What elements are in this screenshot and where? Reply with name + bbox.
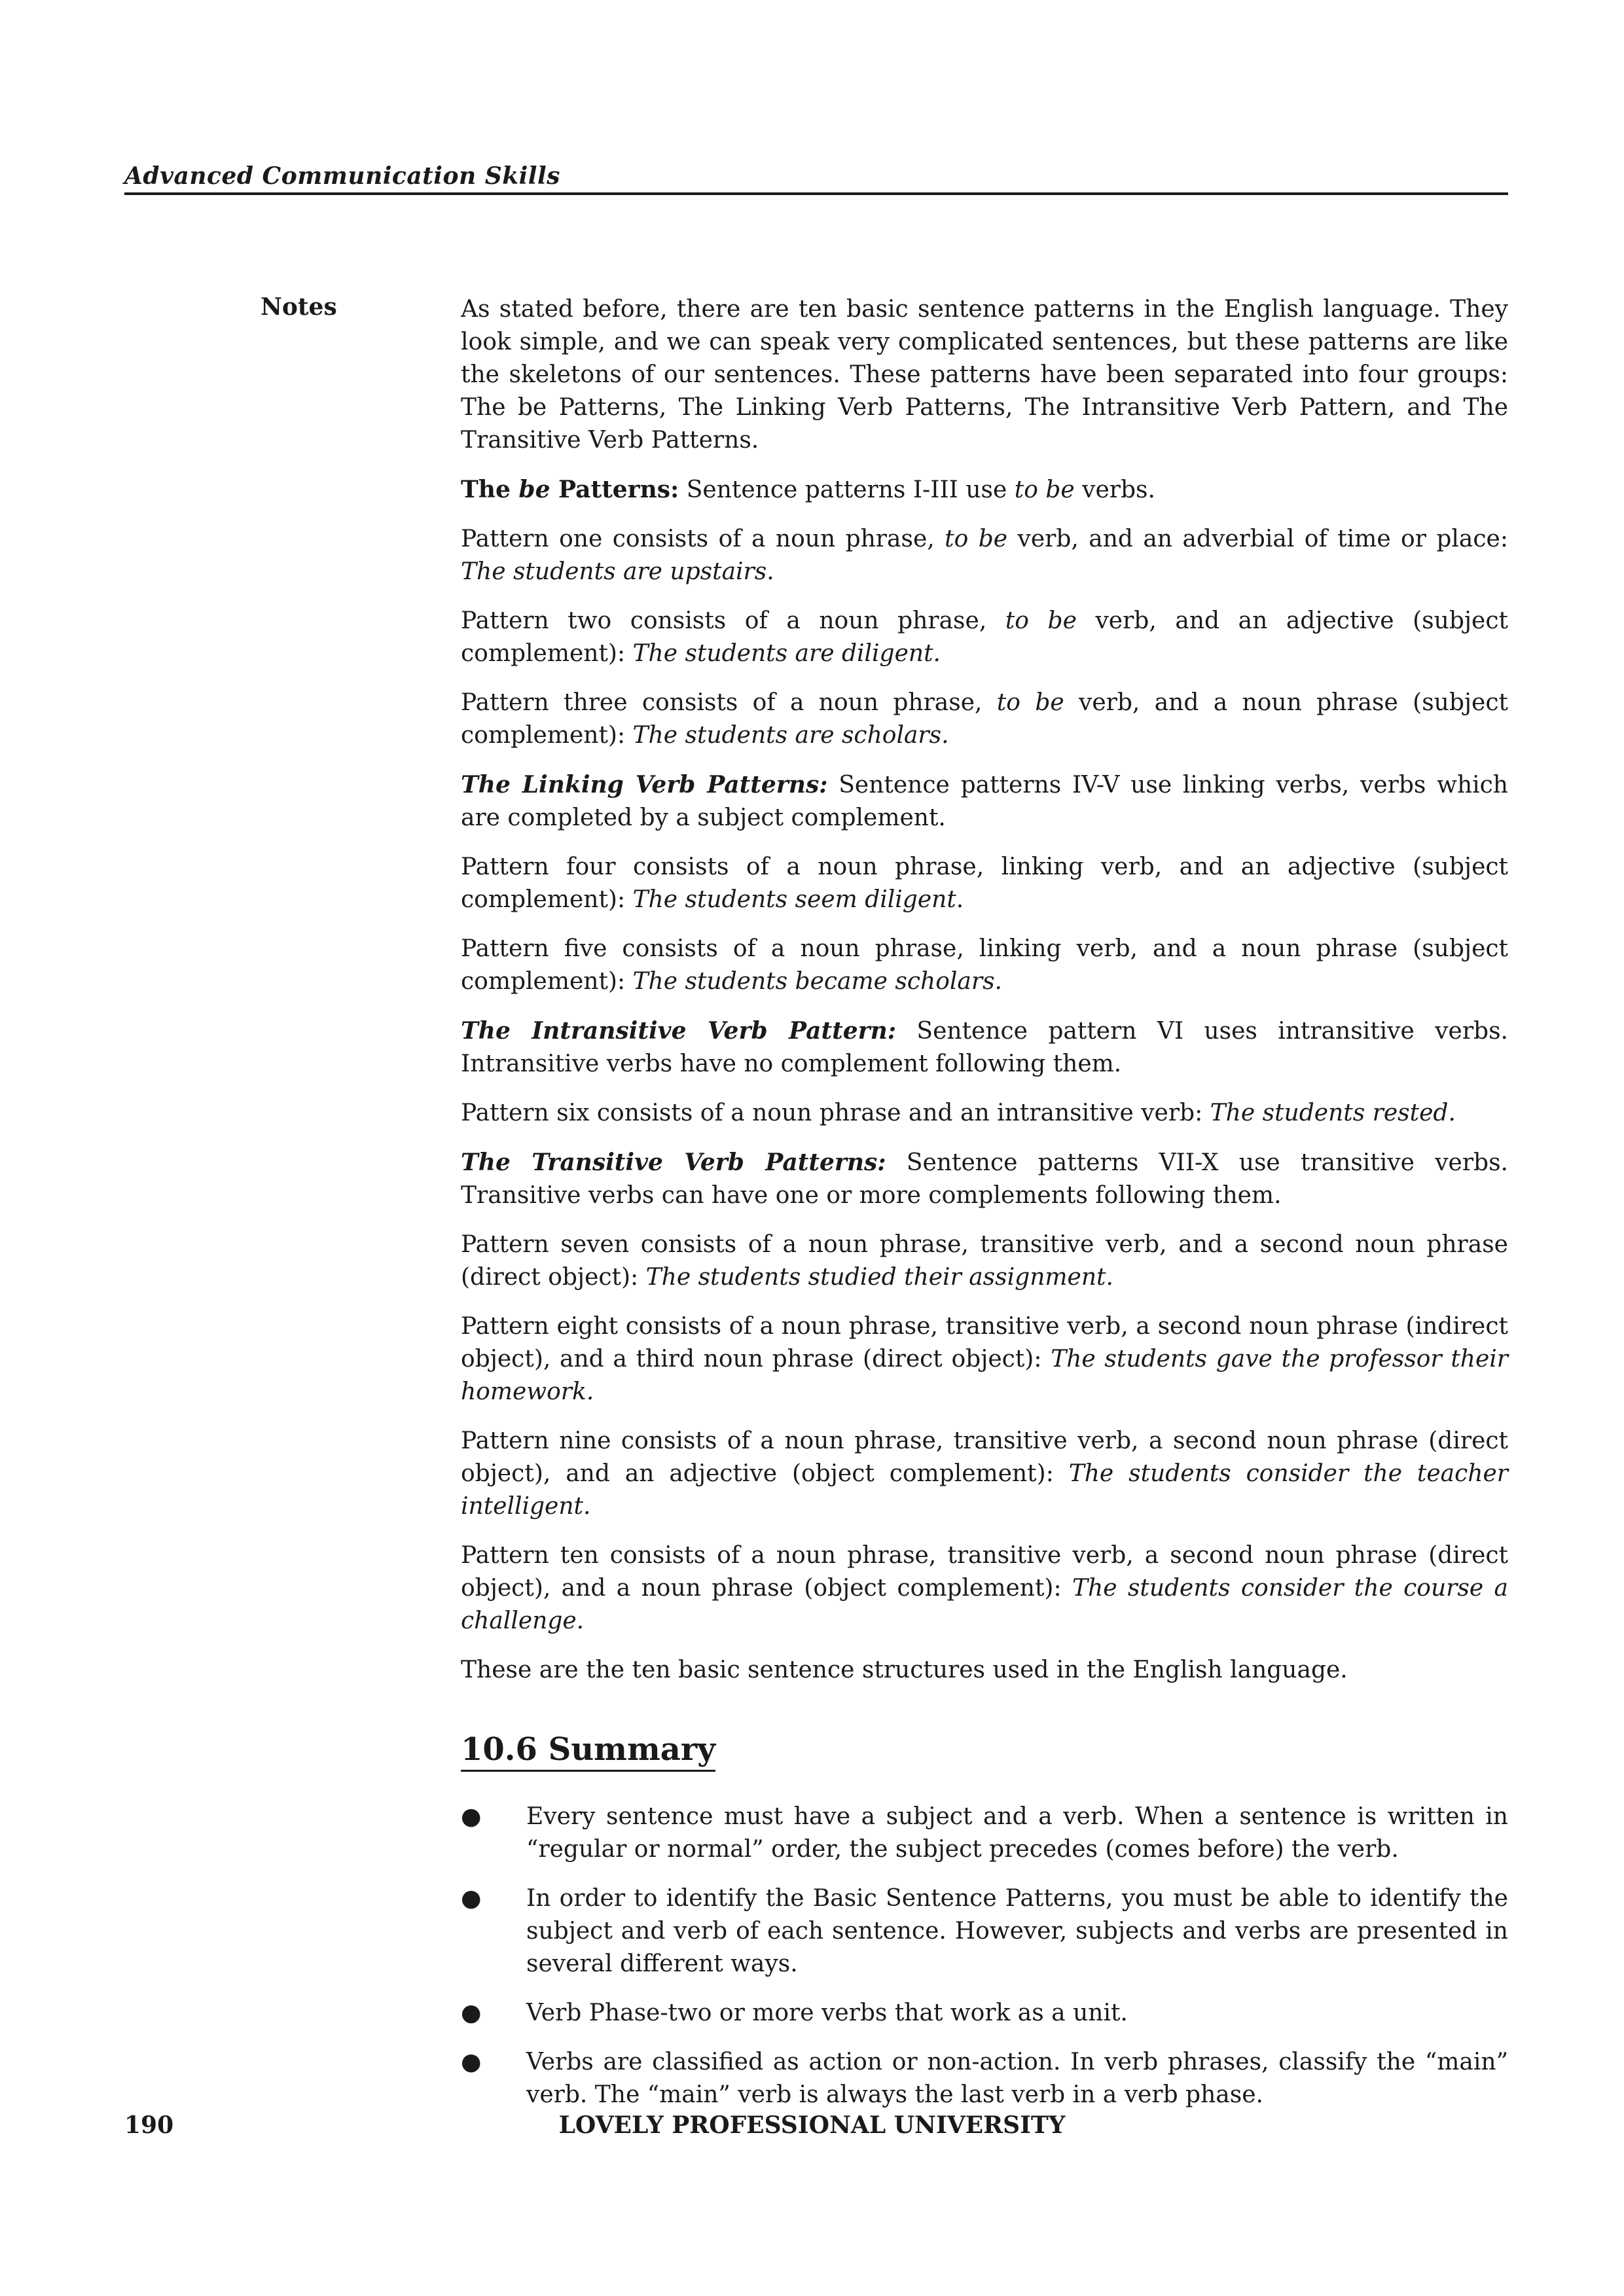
running-header: Advanced Communication Skills	[124, 162, 560, 190]
bullet-icon: ●	[461, 1803, 482, 1830]
summary-heading: 10.6 Summary	[461, 1731, 715, 1772]
example-sentence: The students gave the professor their homework.	[461, 1346, 1509, 1405]
intro-paragraph: As stated before, there are ten basic sentence patterns in the English language. They look simple, and we can speak very complicated sentences, but these patterns are like the skeletons of our sentences. These patterns have been separated into four groups: The be Patterns, The Linking Verb Patterns, The Intransitive Verb Pattern, and The Transitive Verb Patterns.	[461, 296, 1508, 454]
pattern-ten-paragraph: Pattern ten consists of a noun phrase, transitive verb, a second noun phrase (direct object), and a noun phrase (object complement): The students consider the course a challenge.	[461, 1542, 1509, 1634]
example-sentence: The students seem diligent	[632, 886, 956, 913]
pattern-one-paragraph: Pattern one consists of a noun phrase, to be verb, and an adverbial of time or place: The students are upstairs.	[461, 526, 1508, 585]
summary-item: ● Every sentence must have a subject and a verb. When a sentence is written in “regular or normal” order, the subject precedes (comes before) the verb.	[461, 1801, 1508, 1866]
bullet-icon: ●	[461, 2000, 482, 2026]
summary-item: ● In order to identify the Basic Sentence Patterns, you must be able to identify the subject and verb of each sentence. However, subjects and verbs are presented in several different ways.	[461, 1882, 1508, 1981]
example-sentence: The students rested.	[1210, 1100, 1456, 1126]
header-rule	[124, 192, 1508, 195]
pattern-eight-paragraph: Pattern eight consists of a noun phrase, transitive verb, a second noun phrase (indirect object), and a third noun phrase (direct object): The students gave the professor their homework.	[461, 1313, 1509, 1405]
example-sentence: The students became scholars.	[632, 968, 1002, 995]
pattern-two-paragraph: Pattern two consists of a noun phrase, to be verb, and an adjective (subject complement): The students are diligent.	[461, 607, 1508, 667]
linking-patterns-label: The Linking Verb Patterns:	[461, 771, 828, 798]
transitive-patterns-label: The Transitive Verb Patterns:	[461, 1149, 886, 1176]
example-sentence: The students are scholars.	[632, 722, 949, 749]
bullet-icon: ●	[461, 1885, 482, 1912]
main-content	[461, 293, 1508, 2128]
pattern-six-paragraph: Pattern six consists of a noun phrase and an intransitive verb: The students rested.	[461, 1100, 1456, 1126]
example-sentence: The students consider the teacher intelligent.	[461, 1460, 1509, 1520]
pattern-three-paragraph: Pattern three consists of a noun phrase, to be verb, and a noun phrase (subject complement): The students are scholars.	[461, 689, 1508, 749]
summary-list	[461, 1801, 1508, 2111]
example-sentence: The students are upstairs.	[461, 558, 774, 585]
pattern-four-paragraph: Pattern four consists of a noun phrase, linking verb, and an adjective (subject complement): The students seem diligent.	[461, 853, 1508, 913]
notes-margin-label: Notes	[261, 293, 337, 321]
summary-item: ● Verbs are classified as action or non-action. In verb phrases, classify the “main” verb. The “main” verb is always the last verb in a verb phase.	[461, 2046, 1508, 2111]
bullet-icon: ●	[461, 2049, 482, 2075]
intransitive-pattern-label: The Intransitive Verb Pattern:	[461, 1017, 897, 1045]
transitive-patterns-paragraph: The Transitive Verb Patterns: Sentence patterns VII-X use transitive verbs. Transitive verbs can have one or more complements following them.	[461, 1149, 1509, 1209]
pattern-nine-paragraph: Pattern nine consists of a noun phrase, transitive verb, a second noun phrase (direct object), and an adjective (object complement): The students consider the teacher intelligent.	[461, 1427, 1509, 1520]
intransitive-pattern-paragraph: The Intransitive Verb Pattern: Sentence pattern VI uses intransitive verbs. Intransitive verbs have no complement following them.	[461, 1017, 1508, 1077]
be-patterns-label: The be Patterns:	[461, 476, 679, 503]
linking-patterns-paragraph: The Linking Verb Patterns: Sentence patterns IV-V use linking verbs, verbs which are completed by a subject complement.	[461, 771, 1508, 831]
closing-paragraph: These are the ten basic sentence structures used in the English language.	[461, 1657, 1348, 1683]
pattern-five-paragraph: Pattern five consists of a noun phrase, linking verb, and a noun phrase (subject complement): The students became scholars.	[461, 935, 1508, 995]
footer-university: LOVELY PROFESSIONAL UNIVERSITY	[558, 2111, 1066, 2139]
summary-item: ● Verb Phase-two or more verbs that work as a unit.	[461, 1997, 1508, 2030]
page-number: 190	[124, 2111, 174, 2139]
example-sentence: The students studied their assignment.	[645, 1264, 1113, 1291]
be-patterns-paragraph: The be Patterns: Sentence patterns I-III use to be verbs.	[461, 476, 1155, 503]
example-sentence: The students are diligent.	[632, 640, 941, 667]
pattern-seven-paragraph: Pattern seven consists of a noun phrase, transitive verb, and a second noun phrase (direct object): The students studied their assignment.	[461, 1231, 1508, 1291]
example-sentence: The students consider the course a challenge.	[461, 1575, 1509, 1634]
